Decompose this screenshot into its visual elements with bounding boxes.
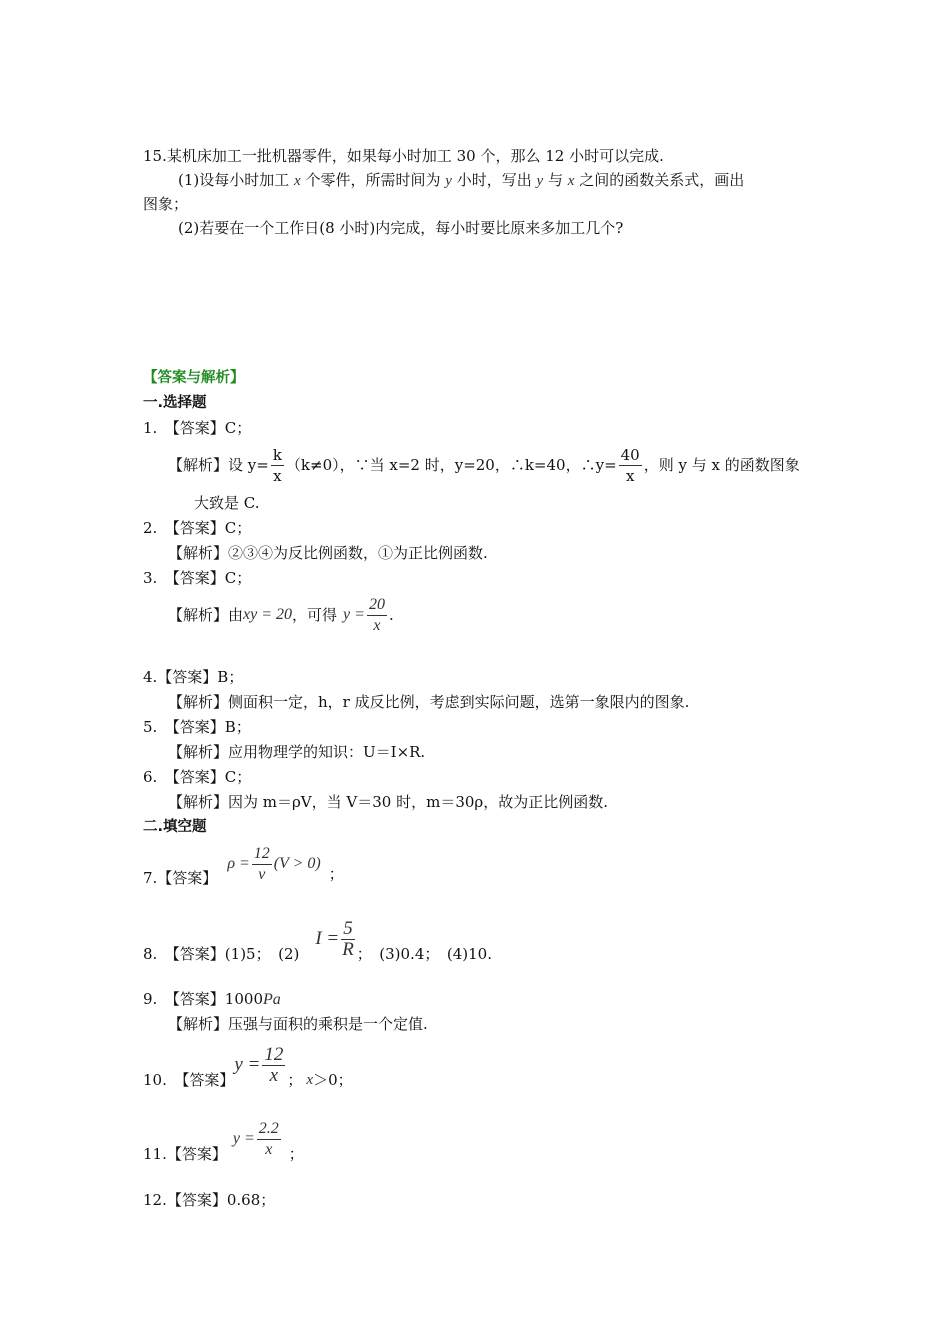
- answer-12: 12.【答案】0.68；: [143, 1191, 276, 1209]
- rho-equation: [227, 838, 320, 890]
- a11-label: 11.【答案】: [143, 1145, 227, 1163]
- a8-rest: ； (3)0.4； (4)10.: [356, 945, 492, 963]
- frac-num: 12: [252, 844, 272, 865]
- answer-5-explanation: 【解析】应用物理学的知识：U＝I×R.: [168, 743, 426, 761]
- answer-9-explanation: 【解析】压强与面积的乘积是一个定值.: [168, 1015, 428, 1033]
- q15-var-y-2: y: [536, 173, 544, 189]
- a9-label: 9. 【答案】1000: [143, 990, 263, 1008]
- I-equals: I =: [315, 928, 340, 949]
- frac-num: 12: [264, 1043, 284, 1065]
- q15-part1-text-e: 之间的函数关系式，画出: [579, 171, 745, 189]
- frac-den: x: [269, 1064, 279, 1086]
- a3-jx-a: 【解析】由: [168, 606, 244, 624]
- fraction-2.2-over-x: [257, 1119, 281, 1160]
- fraction-5-over-R: [341, 919, 355, 960]
- q15-part1-text-a: (1)设每小时加工: [178, 171, 290, 189]
- question-15-text: 15.某机床加工一批机器零件，如果每小时加工 30 个，那么 12 小时可以完成.: [143, 147, 664, 165]
- I-equation: [315, 912, 356, 966]
- fraction-20-over-x: [367, 595, 387, 636]
- a7-end: ；: [328, 865, 344, 883]
- frac-den: x: [625, 466, 635, 485]
- y-equals: y =: [234, 1054, 261, 1075]
- fraction-k-over-x: [271, 445, 284, 486]
- a3-end: .: [388, 606, 394, 624]
- answer-9: [143, 989, 281, 1010]
- var-x: x: [306, 1072, 314, 1088]
- y-equals: y =: [343, 606, 365, 623]
- a1-jx-c: ，则 y 与 x 的函数图象: [643, 456, 800, 474]
- frac-num: 5: [343, 917, 353, 939]
- answer-3: 3. 【答案】C；: [143, 569, 252, 587]
- y-12-over-x-equation: [234, 1038, 287, 1092]
- condition-v-positive: (V > 0): [273, 855, 321, 872]
- section-2-title: 二.填空题: [143, 819, 207, 835]
- frac-den: v: [258, 865, 266, 883]
- frac-num: 20: [367, 595, 387, 616]
- frac-num: 40: [620, 445, 640, 464]
- fraction-12-over-x: [262, 1045, 285, 1086]
- answer-2-explanation: 【解析】②③④为反比例函数，①为正比例函数.: [168, 544, 488, 562]
- question-15-part1: [178, 170, 744, 191]
- a8-label: 8. 【答案】(1)5； (2): [143, 945, 300, 963]
- question-15-part1-cont: 图象；: [143, 195, 189, 213]
- answer-11: [143, 1112, 304, 1166]
- a10-sep: ；: [287, 1071, 303, 1089]
- a10-rest: ＞0；: [313, 1071, 353, 1089]
- answer-1-explanation: [168, 440, 800, 490]
- rho-equals: ρ =: [227, 855, 250, 872]
- q15-part1-text-c: 小时，写出: [456, 171, 532, 189]
- section-1-title: 一.选择题: [143, 395, 207, 411]
- q15-var-x-2: x: [567, 173, 575, 189]
- answer-8: [143, 912, 492, 966]
- a1-jx-a: 【解析】设 y=: [168, 456, 269, 474]
- frac-den: x: [273, 466, 282, 485]
- frac-den: x: [265, 1140, 273, 1158]
- y-equals: y =: [232, 1130, 255, 1147]
- q15-part1-text-d: 与: [547, 171, 563, 189]
- answer-1: 1. 【答案】C；: [143, 419, 252, 437]
- fraction-40-over-x: [619, 445, 642, 486]
- a10-label: 10. 【答案】: [143, 1071, 235, 1089]
- answer-3-explanation: [168, 590, 394, 640]
- a1-jx-b: （k≠0），∵当 x=2 时，y=20，∴k=40，∴y=: [285, 456, 617, 474]
- answer-4-explanation: 【解析】侧面积一定，h，r 成反比例，考虑到实际问题，选第一象限内的图象.: [168, 693, 690, 711]
- answer-6: 6. 【答案】C；: [143, 768, 252, 786]
- answer-2: 2. 【答案】C；: [143, 519, 252, 537]
- answer-7: [143, 838, 344, 890]
- frac-num: 2.2: [257, 1119, 281, 1140]
- q15-var-y: y: [445, 173, 452, 189]
- q15-part1-text-b: 个零件，所需时间为: [305, 171, 441, 189]
- answer-6-explanation: 【解析】因为 m＝ρV，当 V＝30 时，m＝30ρ，故为正比例函数.: [168, 793, 608, 811]
- a3-jx-b: ，可得: [292, 606, 338, 624]
- unit-pa: Pa: [263, 991, 281, 1008]
- answer-4: 4.【答案】B；: [143, 668, 244, 686]
- q15-var-x: x: [294, 173, 301, 189]
- a7-label: 7.【答案】: [143, 869, 218, 887]
- frac-num: k: [272, 445, 282, 464]
- a11-end: ；: [288, 1145, 304, 1163]
- answer-10: [143, 1038, 353, 1092]
- frac-den: R: [342, 938, 354, 960]
- answer-5: 5. 【答案】B；: [143, 718, 251, 736]
- frac-den: x: [373, 616, 381, 634]
- answer-1-explanation-cont: 大致是 C.: [194, 494, 260, 512]
- equation-xy-20: xy = 20: [243, 606, 293, 623]
- question-15-part2: (2)若要在一个工作日(8 小时)内完成，每小时要比原来多加工几个?: [178, 219, 624, 237]
- fraction-12-over-v: [252, 844, 272, 885]
- answers-title: 【答案与解析】: [143, 370, 245, 386]
- y-2.2-over-x-equation: [233, 1112, 283, 1166]
